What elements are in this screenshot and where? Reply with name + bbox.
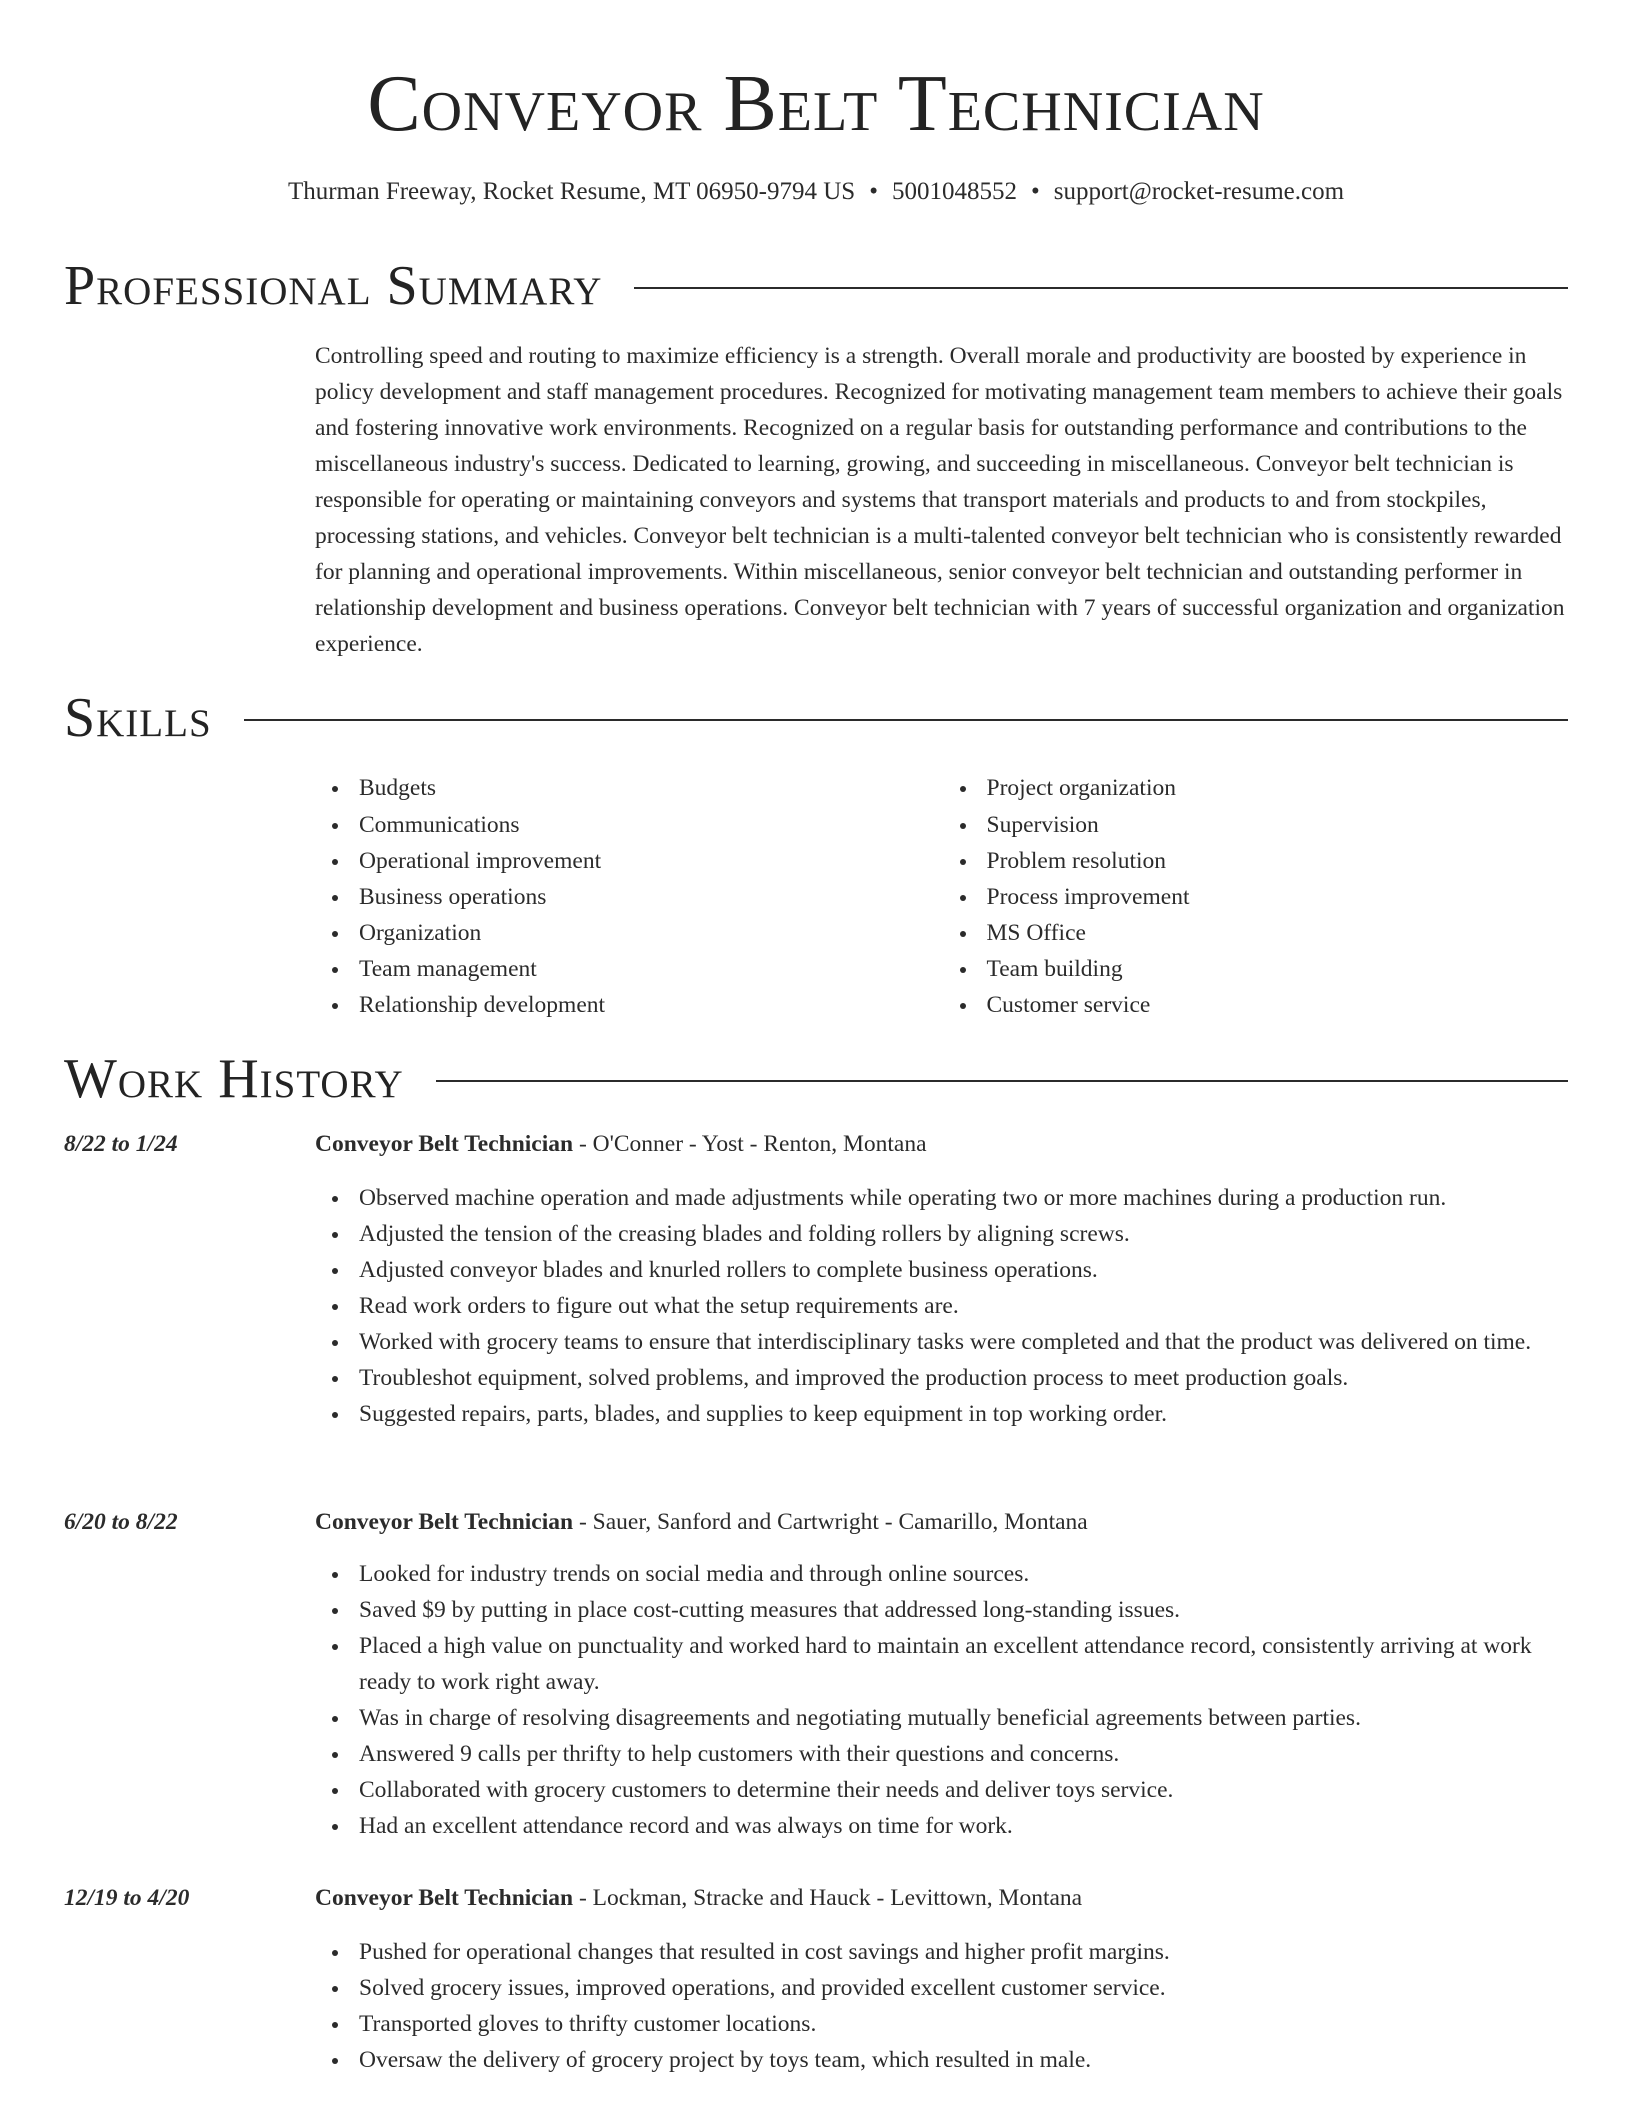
- skill-item: Operational improvement: [359, 843, 943, 879]
- job-bullet: Suggested repairs, parts, blades, and supplies to keep equipment in top working order.: [359, 1396, 1568, 1432]
- job-bullet: Saved $9 by putting in place cost-cutting measures that addressed long-standing issues.: [359, 1592, 1568, 1628]
- contact-email[interactable]: support@rocket-resume.com: [1053, 178, 1345, 205]
- job-title-line: [315, 1504, 1088, 1540]
- job-dates: 8/22 to 1/24: [64, 1131, 178, 1157]
- skills-column-left: [315, 770, 943, 1023]
- job-bullet: Answered 9 calls per thrifty to help customers with their questions and concerns.: [359, 1736, 1568, 1772]
- job-dates: 12/19 to 4/20: [64, 1885, 190, 1911]
- skills-list: [315, 770, 1570, 1023]
- skill-item: Supervision: [987, 807, 1571, 843]
- job-bullet: Worked with grocery teams to ensure that interdisciplinary tasks were completed and that the product was delivered on time.: [359, 1324, 1568, 1360]
- skill-item: Team management: [359, 951, 943, 987]
- job-company: - O'Conner - Yost - Renton, Montana: [573, 1131, 927, 1157]
- skills-heading: Skills: [64, 687, 212, 749]
- job-bullet: Was in charge of resolving disagreements and negotiating mutually beneficial agreements between parties.: [359, 1700, 1568, 1736]
- contact-line: [0, 176, 1632, 208]
- job-bullet: Collaborated with grocery customers to determine their needs and deliver toys service.: [359, 1772, 1568, 1808]
- skill-item: MS Office: [987, 915, 1571, 951]
- job-title-line: [315, 1880, 1082, 1916]
- contact-separator: •: [869, 178, 878, 205]
- skill-item: Customer service: [987, 987, 1571, 1023]
- job-bullets: [315, 1180, 1568, 1432]
- skill-item: Project organization: [987, 770, 1571, 806]
- resume-name: Conveyor Belt Technician: [367, 60, 1265, 148]
- job-bullet: Read work orders to figure out what the setup requirements are.: [359, 1288, 1568, 1324]
- skill-item: Business operations: [359, 879, 943, 915]
- job-title: Conveyor Belt Technician: [315, 1885, 574, 1911]
- job-title: Conveyor Belt Technician: [315, 1509, 574, 1535]
- work-heading: Work History: [64, 1048, 404, 1110]
- job-bullet: Had an excellent attendance record and was always on time for work.: [359, 1808, 1568, 1844]
- summary-heading: Professional Summary: [64, 255, 603, 317]
- skill-item: Problem resolution: [987, 843, 1571, 879]
- job-title: Conveyor Belt Technician: [315, 1131, 574, 1157]
- contact-separator: •: [1030, 178, 1040, 205]
- skill-item: Budgets: [359, 770, 943, 806]
- section-divider: [436, 1080, 1568, 1082]
- job-bullet: Solved grocery issues, improved operations, and provided excellent customer service.: [359, 1970, 1568, 2006]
- skill-item: Team building: [987, 951, 1571, 987]
- job-bullet: Oversaw the delivery of grocery project by toys team, which resulted in male.: [359, 2042, 1568, 2078]
- summary-text: Controlling speed and routing to maximize efficiency is a strength. Overall morale and productivity are boosted by experience in policy development and staff management procedures. Recognized for motivating management team members to achieve their goals and fostering innovative work environments. Recognized on a regular basis for outstanding performance and contributions to the miscellaneous industry's success. Dedicated to learning, growing, and succeeding in miscellaneous. Conveyor belt technician is responsible for operating or maintaining conveyors and systems that transport materials and products to and from stockpiles, processing stations, and vehicles. Conveyor belt technician is a multi-talented conveyor belt technician who is consistently rewarded for planning and operational improvements. Within miscellaneous, senior conveyor belt technician and outstanding performer in relationship development and business operations. Conveyor belt technician with 7 years of successful organization and organization experience.: [315, 343, 1565, 657]
- job-bullet: Pushed for operational changes that resulted in cost savings and higher profit margins.: [359, 1934, 1568, 1970]
- job-bullets: [315, 1556, 1568, 1844]
- job-bullet: Placed a high value on punctuality and worked hard to maintain an excellent attendance record, consistently arriving at work ready to work right away.: [359, 1628, 1568, 1700]
- job-bullet: Looked for industry trends on social media and through online sources.: [359, 1556, 1568, 1592]
- skill-item: Organization: [359, 915, 943, 951]
- contact-phone[interactable]: 5001048552: [891, 178, 1017, 205]
- skills-column-right: [943, 770, 1571, 1023]
- job-bullet: Adjusted the tension of the creasing blades and folding rollers by aligning screws.: [359, 1216, 1568, 1252]
- job-bullet: Troubleshot equipment, solved problems, and improved the production process to meet production goals.: [359, 1360, 1568, 1396]
- section-divider: [244, 719, 1568, 721]
- job-dates: 6/20 to 8/22: [64, 1509, 178, 1535]
- skill-item: Process improvement: [987, 879, 1571, 915]
- job-company: - Lockman, Stracke and Hauck - Levittown, Montana: [573, 1885, 1083, 1911]
- skill-item: Relationship development: [359, 987, 943, 1023]
- section-divider: [634, 287, 1568, 289]
- contact-address: Thurman Freeway, Rocket Resume, MT 06950-9794 US: [287, 178, 856, 205]
- skill-item: Communications: [359, 807, 943, 843]
- job-company: - Sauer, Sanford and Cartwright - Camarillo, Montana: [573, 1509, 1088, 1535]
- job-bullet: Observed machine operation and made adjustments while operating two or more machines during a production run.: [359, 1180, 1568, 1216]
- summary-section-header: [64, 254, 1568, 318]
- job-bullets: [315, 1934, 1568, 2078]
- job-bullet: Transported gloves to thrifty customer locations.: [359, 2006, 1568, 2042]
- skills-section-header: [64, 686, 1568, 750]
- job-bullet: Adjusted conveyor blades and knurled rollers to complete business operations.: [359, 1252, 1568, 1288]
- job-title-line: [315, 1126, 927, 1162]
- work-section-header: [64, 1047, 1568, 1111]
